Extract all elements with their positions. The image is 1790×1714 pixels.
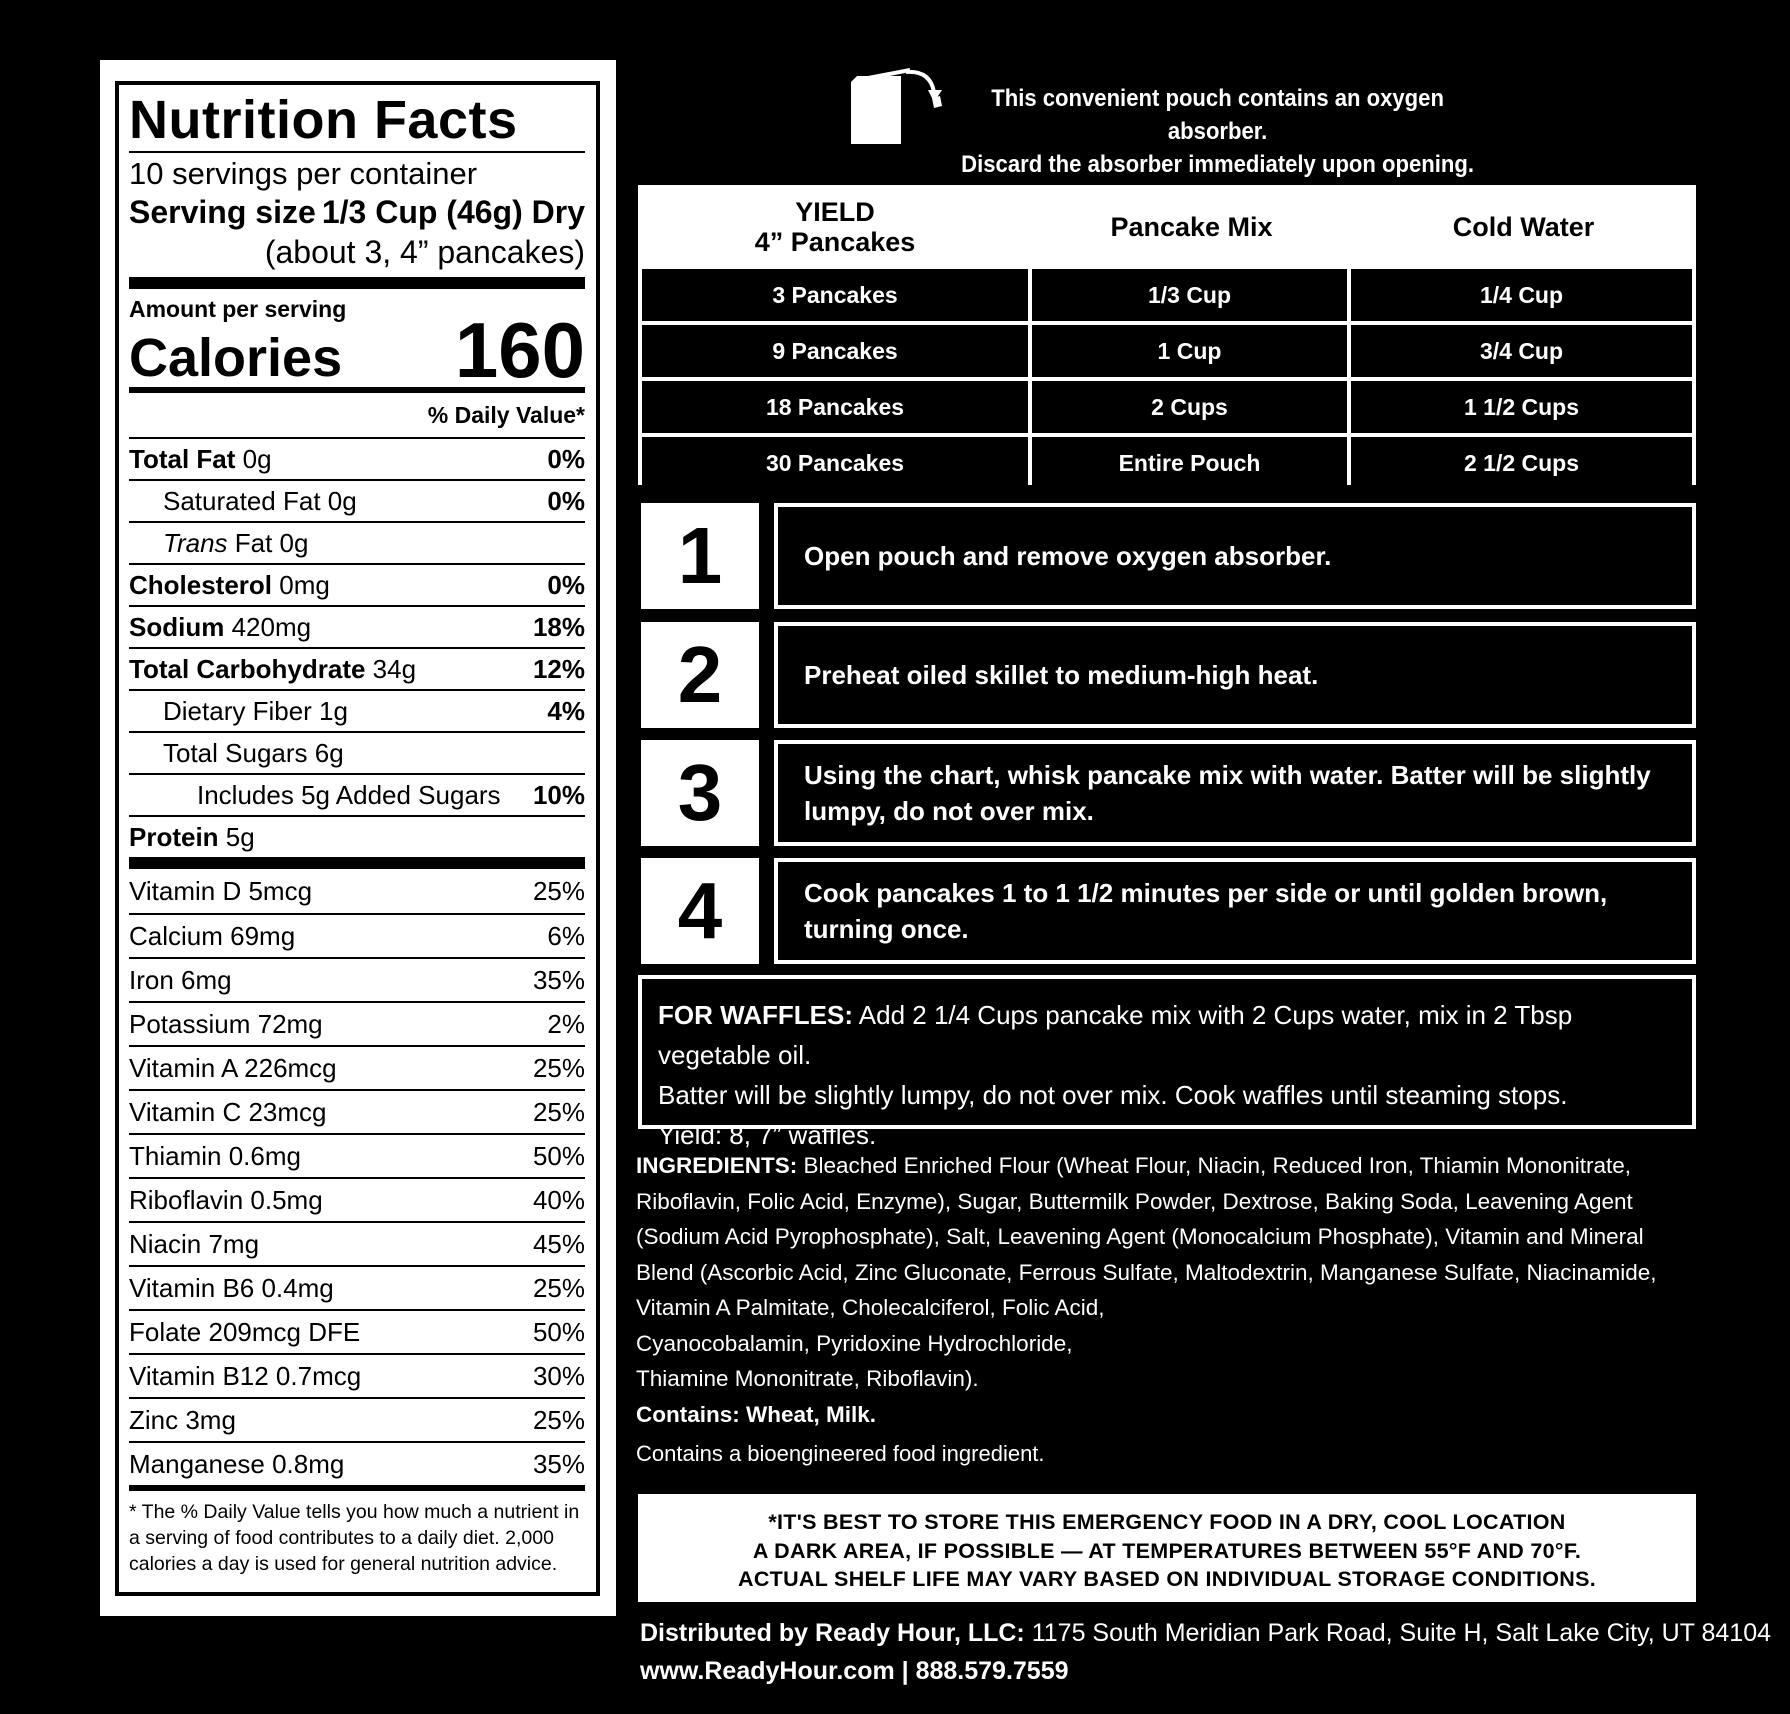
vitamin-pct: 25%: [532, 1052, 585, 1083]
vitamin-row: [129, 1177, 585, 1221]
nutrient-name: Total Sugars 6g: [163, 737, 344, 768]
divider: [129, 1485, 585, 1491]
storage-line: *IT'S BEST TO STORE THIS EMERGENCY FOOD IN A DRY, COOL LOCATION: [768, 1510, 1566, 1534]
distributor-address: 1175 South Meridian Park Road, Suite H, Salt Lake City, UT 84104: [1024, 1619, 1772, 1647]
nutrient-amount: Fat 0g: [227, 527, 309, 558]
vitamin-label: Folate 209mcg DFE: [129, 1316, 361, 1347]
storage-line: A DARK AREA, IF POSSIBLE — AT TEMPERATURES BETWEEN 55°F AND 70°F.: [752, 1538, 1582, 1563]
nutrient-row: [129, 521, 585, 563]
vitamin-pct: 50%: [532, 1316, 585, 1347]
yield-table-header: [638, 185, 1696, 269]
vitamin-pct: 25%: [532, 1404, 585, 1435]
nutrient-name: Dietary Fiber 1g: [163, 695, 348, 726]
vitamin-row: [129, 1133, 585, 1177]
step-2: [638, 619, 1696, 731]
step-number: 4: [641, 858, 759, 964]
vitamin-pct: 35%: [532, 964, 585, 995]
pouch-open-icon: [848, 68, 944, 148]
nutrition-title: Nutrition Facts: [129, 90, 518, 150]
vitamin-row: [129, 869, 585, 913]
bioengineered-note: Contains a bioengineered food ingredient.: [636, 1441, 1045, 1466]
nutrient-name-italic: Trans: [163, 527, 228, 558]
nutrient-row: [129, 689, 585, 731]
distributor-info: [640, 1614, 1780, 1690]
water-cell: 1 1/2 Cups: [1351, 381, 1692, 433]
amount-per-serving: Amount per serving: [129, 296, 347, 322]
step-text: Preheat oiled skillet to medium-high heat.: [774, 622, 1696, 728]
vitamin-row: [129, 1221, 585, 1265]
nutrient-row: [129, 773, 585, 815]
vitamin-label: Calcium 69mg: [129, 920, 296, 951]
waffles-text: Batter will be slightly lumpy, do not over mix. Cook waffles until steaming stops.: [658, 1080, 1568, 1110]
nutrient-amount: 0mg: [272, 569, 330, 600]
nutrient-pct: 4%: [547, 695, 585, 726]
header-yield: [638, 185, 1032, 269]
step-text: Using the chart, whisk pancake mix with water. Batter will be slightly lumpy, do not over mix.: [774, 740, 1696, 846]
nutrient-name: Total Fat: [129, 443, 236, 474]
vitamin-row: [129, 1353, 585, 1397]
yield-cell: 3 Pancakes: [642, 269, 1028, 321]
vitamin-pct: 35%: [532, 1448, 585, 1479]
calories-label: Calories: [129, 328, 343, 388]
vitamin-label: Iron 6mg: [129, 964, 232, 995]
divider: [129, 857, 585, 869]
vitamin-pct: 40%: [532, 1184, 585, 1215]
mix-cell: 1 Cup: [1032, 325, 1347, 377]
nutrient-pct: 0%: [547, 569, 585, 600]
servings-per-container: 10 servings per container: [129, 156, 478, 191]
vitamin-row: [129, 957, 585, 1001]
nutrient-pct: 10%: [532, 779, 585, 810]
nutrient-name: Cholesterol: [129, 569, 273, 600]
vitamin-label: Thiamin 0.6mg: [129, 1140, 301, 1171]
vitamin-row: [129, 1309, 585, 1353]
nutrient-row: [129, 731, 585, 773]
nutrition-panel: [100, 60, 616, 1616]
nutrient-name: Total Carbohydrate: [129, 653, 366, 684]
nutrient-amount: 420mg: [224, 611, 312, 642]
waffles-label: FOR WAFFLES:: [658, 1000, 853, 1030]
nutrient-row: [129, 815, 585, 857]
vitamin-pct: 25%: [532, 1096, 585, 1127]
nutrition-facts-box: [115, 81, 600, 1596]
waffles-yield: Yield: 8, 7” waffles.: [658, 1120, 877, 1150]
divider: [129, 151, 585, 153]
nutrient-pct: 0%: [547, 443, 585, 474]
vitamin-pct: 25%: [532, 1272, 585, 1303]
waffles-text: Add 2 1/4 Cups pancake mix with 2 Cups water, mix in 2 Tbsp vegetable oil.: [658, 1000, 1573, 1070]
ingredients-block: [636, 1148, 1696, 1472]
vitamin-label: Vitamin B6 0.4mg: [129, 1272, 334, 1303]
yield-row: [638, 325, 1696, 377]
ingredients-text: Bleached Enriched Flour (Wheat Flour, Niacin, Reduced Iron, Thiamin Mononitrate, Riboflavin, Folic Acid, Enzyme), Sugar, Buttermilk Powder, Dextrose, Baking Soda, Leavening Agent (Sodium Acid Pyrophosphate), Salt, Leavening Agent (Monocalcium Phosphate), Vitamin and Mineral Blend (Ascorbic Acid, Zinc Gluconate, Ferrous Sulfate, Maltodextrin, Manganese Sulfate, Niacinamide, Vitamin A Palmitate, Cholecalciferol, Folic Acid,: [636, 1153, 1657, 1320]
water-cell: 3/4 Cup: [1351, 325, 1692, 377]
pouch-note-line: This convenient pouch contains an oxygen absorber.: [991, 85, 1444, 145]
yield-row: [638, 269, 1696, 321]
vitamin-row: [129, 1001, 585, 1045]
vitamin-label: Vitamin D 5mcg: [129, 875, 313, 906]
step-number: 1: [641, 503, 759, 609]
nutrient-pct: 18%: [532, 611, 585, 642]
yield-cell: 30 Pancakes: [642, 437, 1028, 489]
storage-note: [638, 1494, 1696, 1602]
vitamin-row: [129, 913, 585, 957]
header-yield-line1: YIELD: [795, 197, 875, 227]
waffles-instructions: [638, 975, 1696, 1150]
vitamin-pct: 45%: [532, 1228, 585, 1259]
nutrient-rows: [129, 437, 585, 857]
daily-value-header: % Daily Value*: [427, 402, 585, 428]
vitamin-label: Vitamin A 226mcg: [129, 1052, 337, 1083]
vitamin-pct: 6%: [547, 920, 585, 951]
serving-size-value: 1/3 Cup (46g) Dry: [321, 194, 585, 230]
vitamin-pct: 50%: [532, 1140, 585, 1171]
yield-row: [638, 437, 1696, 489]
header-cold-water: Cold Water: [1452, 212, 1595, 242]
vitamin-label: Vitamin C 23mcg: [129, 1096, 327, 1127]
distributor-contact: www.ReadyHour.com | 888.579.7559: [640, 1657, 1069, 1685]
nutrient-pct: 0%: [547, 485, 585, 516]
vitamin-label: Potassium 72mg: [129, 1008, 323, 1039]
nutrient-row: [129, 437, 585, 479]
yield-cell: 18 Pancakes: [642, 381, 1028, 433]
vitamin-pct: 25%: [532, 875, 585, 906]
ingredients-label: INGREDIENTS:: [636, 1153, 798, 1178]
vitamin-label: Zinc 3mg: [129, 1404, 236, 1435]
water-cell: 2 1/2 Cups: [1351, 437, 1692, 489]
mix-cell: Entire Pouch: [1032, 437, 1347, 489]
header-yield-line2: 4” Pancakes: [754, 227, 916, 257]
distributor-label: Distributed by Ready Hour, LLC:: [640, 1619, 1025, 1647]
step-text: Open pouch and remove oxygen absorber.: [774, 503, 1696, 609]
vitamin-rows: [129, 869, 585, 1485]
nutrient-row: [129, 605, 585, 647]
vitamin-row: [129, 1045, 585, 1089]
daily-value-footnote: * The % Daily Value tells you how much a nutrient in a serving of food contributes to a daily diet. 2,000 calories a day is used for general nutrition advice.: [129, 1501, 580, 1575]
step-text: Cook pancakes 1 to 1 1/2 minutes per side or until golden brown, turning once.: [774, 858, 1696, 964]
step-1: [638, 500, 1696, 612]
nutrient-row: [129, 479, 585, 521]
nutrient-name: Sodium: [129, 611, 225, 642]
oxygen-absorber-note: [960, 82, 1475, 181]
nutrient-name: Includes 5g Added Sugars: [197, 779, 501, 810]
allergen-contains: Contains: Wheat, Milk.: [636, 1401, 877, 1427]
yield-row: [638, 381, 1696, 433]
vitamin-label: Manganese 0.8mg: [129, 1448, 345, 1479]
mix-cell: 1/3 Cup: [1032, 269, 1347, 321]
mix-cell: 2 Cups: [1032, 381, 1347, 433]
nutrient-pct: 12%: [532, 653, 585, 684]
nutrient-name: Saturated Fat 0g: [163, 485, 357, 516]
vitamin-row: [129, 1441, 585, 1485]
header-pancake-mix: Pancake Mix: [1110, 212, 1273, 242]
vitamin-row: [129, 1089, 585, 1133]
water-cell: 1/4 Cup: [1351, 269, 1692, 321]
serving-size-label: Serving size: [129, 194, 316, 230]
nutrient-amount: 5g: [218, 821, 255, 852]
storage-line: ACTUAL SHELF LIFE MAY VARY BASED ON INDIVIDUAL STORAGE CONDITIONS.: [738, 1567, 1596, 1591]
vitamin-label: Vitamin B12 0.7mcg: [129, 1360, 362, 1391]
nutrient-name: Protein: [129, 821, 219, 852]
yield-cell: 9 Pancakes: [642, 325, 1028, 377]
nutrient-amount: 0g: [235, 443, 272, 474]
vitamin-label: Riboflavin 0.5mg: [129, 1184, 323, 1215]
vitamin-pct: 2%: [547, 1008, 585, 1039]
serving-size-sub: (about 3, 4” pancakes): [264, 234, 585, 270]
serving-size-row: [129, 193, 585, 231]
nutrient-amount: 34g: [365, 653, 417, 684]
step-number: 2: [641, 622, 759, 728]
calories-value: 160: [454, 306, 585, 394]
vitamin-row: [129, 1265, 585, 1309]
yield-table: [638, 185, 1696, 485]
vitamin-label: Niacin 7mg: [129, 1228, 260, 1259]
vitamin-pct: 30%: [532, 1360, 585, 1391]
step-4: [638, 855, 1696, 967]
pouch-note-line: Discard the absorber immediately upon opening.: [961, 151, 1475, 178]
nutrient-row: [129, 563, 585, 605]
divider: [129, 277, 585, 289]
ingredients-text: Cyanocobalamin, Pyridoxine Hydrochloride,: [636, 1330, 1073, 1356]
step-number: 3: [641, 740, 759, 846]
ingredients-text: Thiamine Mononitrate, Riboflavin).: [636, 1366, 979, 1391]
nutrient-row: [129, 647, 585, 689]
vitamin-row: [129, 1397, 585, 1441]
step-3: [638, 737, 1696, 849]
